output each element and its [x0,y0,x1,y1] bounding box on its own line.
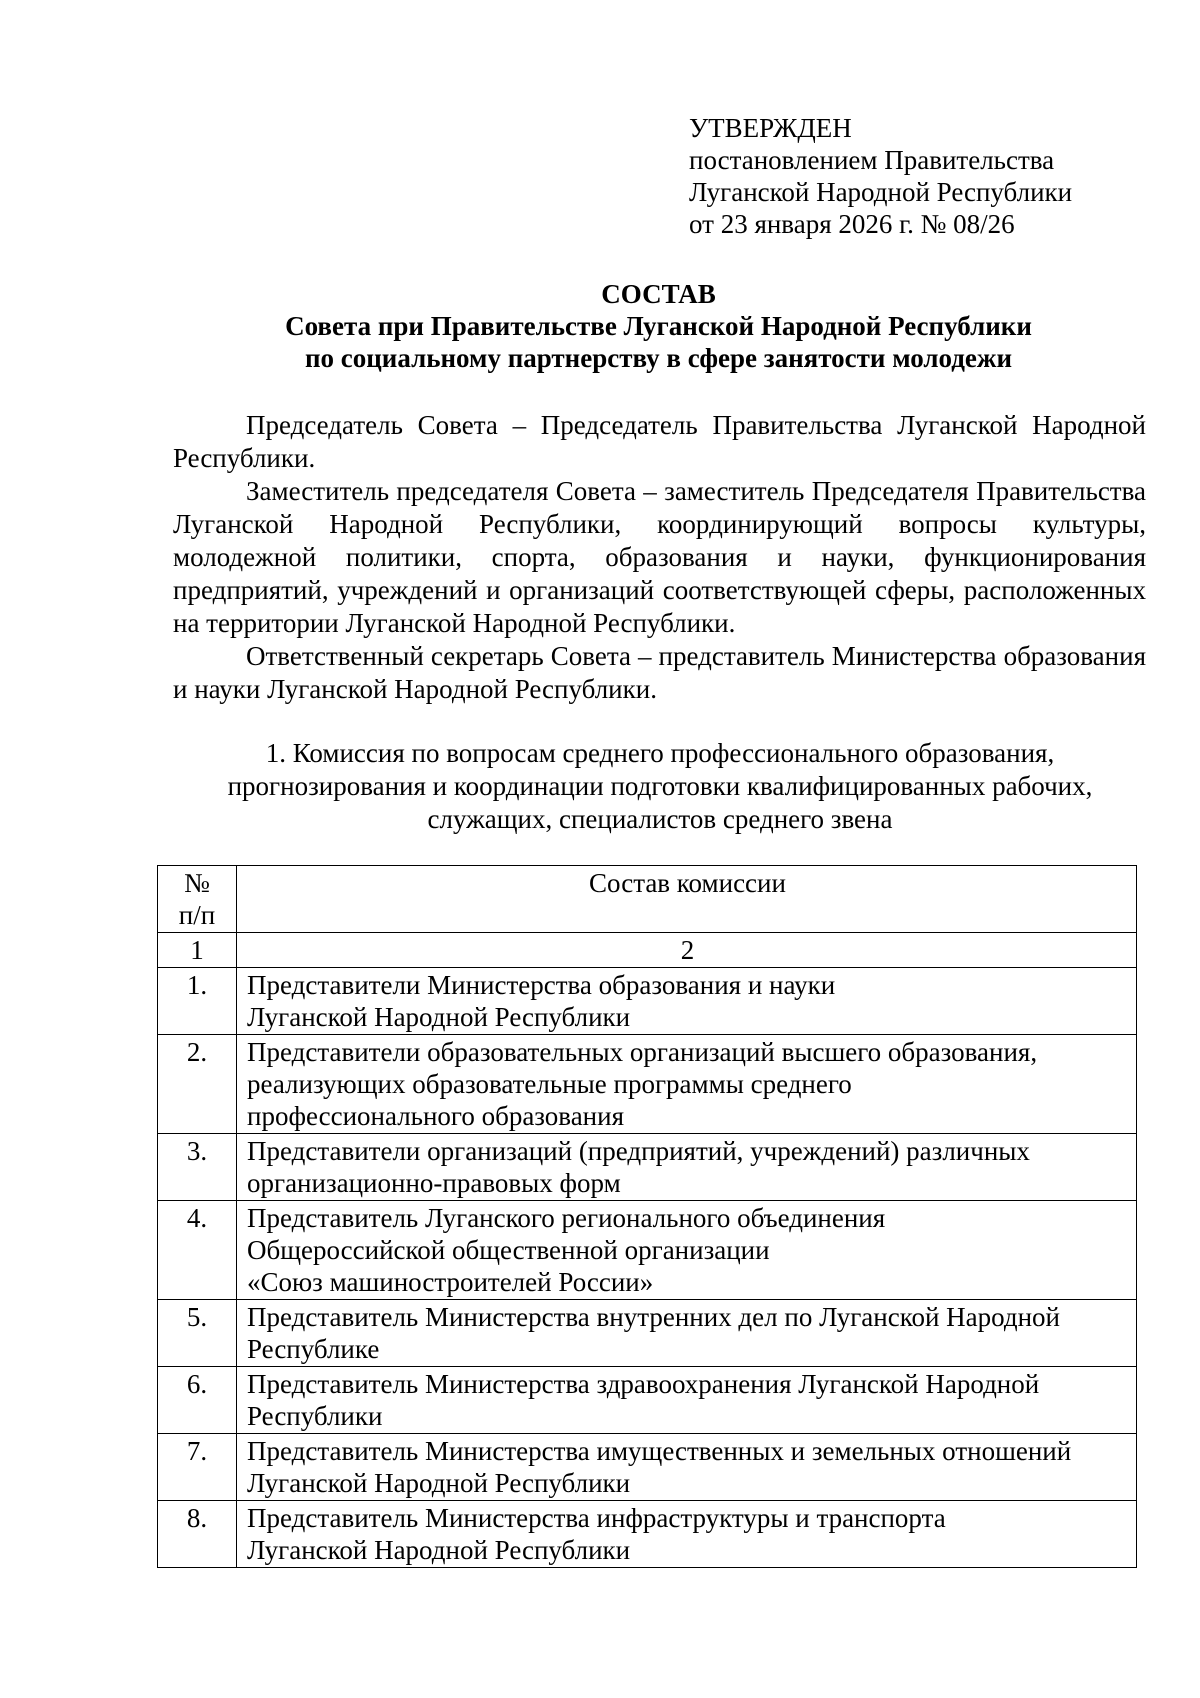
row-text-line: реализующих образовательные программы среднего [247,1069,852,1099]
commission-title-line: прогнозирования и координации подготовки квалифицированных рабочих, [227,771,1093,801]
row-number-cell: 2. [158,1035,237,1134]
header-number-line: п/п [178,900,216,930]
row-number-cell: 4. [158,1201,237,1300]
table-row [158,1134,1137,1201]
row-number-cell: 6. [158,1367,237,1434]
commission-title-line: 1. Комиссия по вопросам среднего профессионального образования, [265,738,1055,768]
document-title [160,278,1157,374]
row-text-cell [237,968,1137,1035]
table-row [158,1035,1137,1134]
row-text-cell [237,1434,1137,1501]
row-number-cell: 5. [158,1300,237,1367]
row-text-line: Представитель Луганского регионального объединения [247,1203,886,1233]
row-text-line: Представитель Министерства имущественных и земельных отношений [247,1436,1072,1466]
commission-title [160,737,1160,836]
row-text-cell [237,1201,1137,1300]
title-heading: СОСТАВ [601,279,716,309]
index-cell: 2 [237,933,1137,968]
table-row [158,1201,1137,1300]
table-row [158,1300,1137,1367]
row-number-cell: 7. [158,1434,237,1501]
title-line: по социальному партнерству в сфере занятости молодежи [304,343,1013,373]
row-text-cell [237,1134,1137,1201]
commission-title-line: служащих, специалистов среднего звена [427,804,893,834]
header-number-cell [158,866,237,933]
council-members-text [173,409,1146,706]
table-row [158,968,1137,1035]
header-composition-cell: Состав комиссии [237,866,1137,933]
row-number-cell: 1. [158,968,237,1035]
row-text-cell [237,1367,1137,1434]
row-text-line: Представитель Министерства инфраструктуры и транспорта [247,1503,946,1533]
row-text-line: Представители Министерства образования и науки [247,970,836,1000]
row-text-line: Представитель Министерства внутренних дел по Луганской Народной [247,1302,1060,1332]
approval-line: Луганской Народной Республики [689,177,1073,207]
approval-line: УТВЕРЖДЕН [689,113,852,143]
deputy-chairman-paragraph: Заместитель председателя Совета – заместитель Председателя Правительства Луганской Народной Республики, координирующий вопросы культуры, молодежной политики, спорта, образования и науки, функционирования предприятий, учреждений и организаций соответствующей сферы, расположенных на территории Луганской Народной Республики. [173,476,1146,638]
commission-members-table [157,865,1137,1568]
table-row [158,1367,1137,1434]
row-text-line: Представители организаций (предприятий, учреждений) различных [247,1136,1030,1166]
row-text-cell [237,1300,1137,1367]
row-text-line: Представитель Министерства здравоохранения Луганской Народной [247,1369,1040,1399]
index-cell: 1 [158,933,237,968]
approval-line: от 23 января 2026 г. № 08/26 [689,209,1015,239]
table-index-row [158,933,1137,968]
chairman-paragraph: Председатель Совета – Председатель Правительства Луганской Народной Республики. [173,410,1146,473]
row-text-line: Республики [247,1401,383,1431]
row-text-line: Представители образовательных организаций высшего образования, [247,1037,1038,1067]
row-text-line: профессионального образования [247,1101,624,1131]
row-number-cell: 8. [158,1501,237,1568]
row-text-line: организационно-правовых форм [247,1168,621,1198]
table-row [158,1501,1137,1568]
row-text-cell [237,1501,1137,1568]
row-number-cell: 3. [158,1134,237,1201]
title-line: Совета при Правительстве Луганской Народной Республики [285,311,1032,341]
row-text-line: Луганской Народной Республики [247,1535,631,1565]
table-header-row [158,866,1137,933]
row-text-line: Луганской Народной Республики [247,1468,631,1498]
header-number-line: № [184,868,210,898]
row-text-line: Общероссийской общественной организации [247,1235,770,1265]
row-text-line: Луганской Народной Республики [247,1002,631,1032]
approval-line: постановлением Правительства [689,145,1055,175]
row-text-line: «Союз машиностроителей России» [247,1267,654,1297]
approval-stamp [689,112,1072,240]
table-row [158,1434,1137,1501]
row-text-cell [237,1035,1137,1134]
secretary-paragraph: Ответственный секретарь Совета – представитель Министерства образования и науки Луганской Народной Республики. [173,641,1146,704]
row-text-line: Республике [247,1334,380,1364]
